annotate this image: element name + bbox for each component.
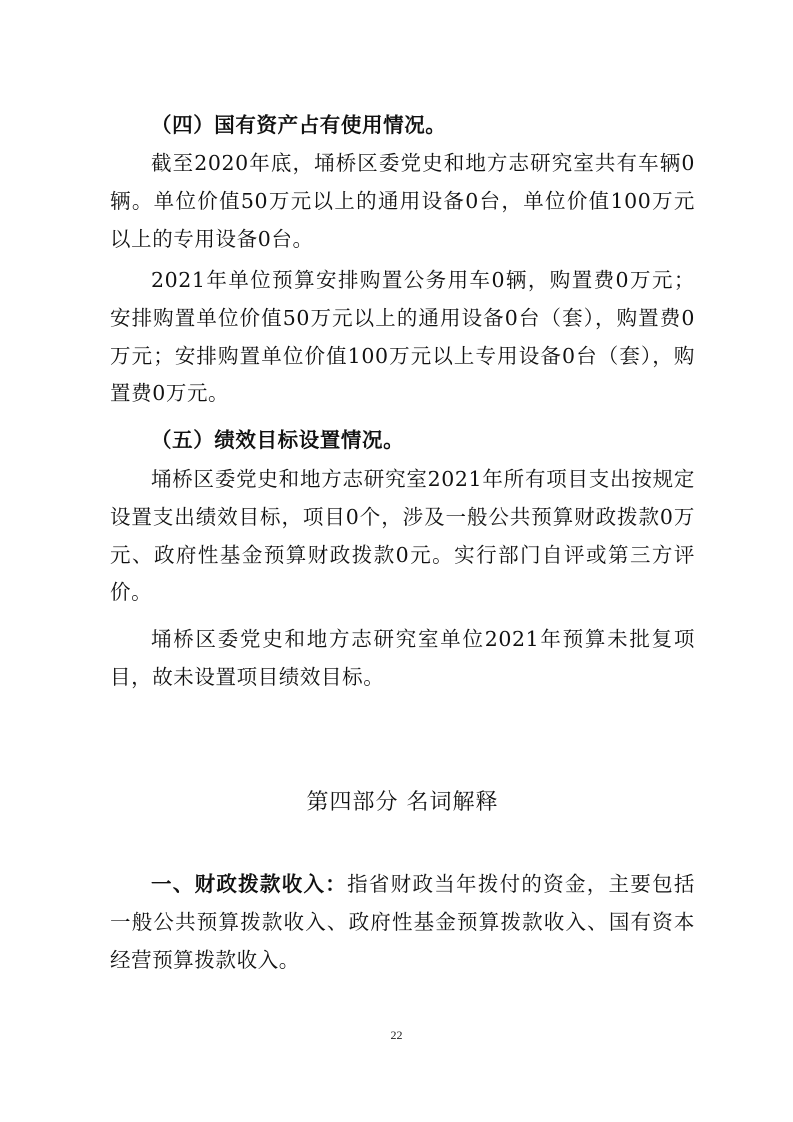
section-4-paragraph-1: 截至2020年底，埇桥区委党史和地方志研究室共有车辆0辆。单位价值50万元以上的通用设备0台，单位价值100万元以上的专用设备0台。 [110, 151, 695, 251]
section-5-heading: （五）绩效目标设置情况。 [151, 428, 405, 452]
section-5-paragraph-2: 埇桥区委党史和地方志研究室单位2021年预算未批复项目，故未设置项目绩效目标。 [110, 627, 695, 689]
section-4-heading: （四）国有资产占有使用情况。 [151, 113, 447, 137]
section-4-paragraph-2: 2021年单位预算安排购置公务用车0辆，购置费0万元；安排购置单位价值50万元以上的通用设备0台（套），购置费0万元；安排购置单位价值100万元以上专用设备0台（套），购置费0万元。 [110, 268, 695, 406]
page-number: 22 [390, 1028, 403, 1042]
section-5-paragraph-1: 埇桥区委党史和地方志研究室2021年所有项目支出按规定设置支出绩效目标，项目0个，涉及一般公共预算财政拨款0万元、政府性基金预算财政拨款0元。实行部门自评或第三方评价。 [110, 467, 695, 605]
part-4-title: 第四部分 名词解释 [306, 790, 499, 815]
definition-item-1 [110, 866, 695, 979]
definition-text: 指省财政当年拨付的资金，主要包括一般公共预算拨款收入、政府性基金预算拨款收入、国有资本经营预算拨款收入。 [110, 872, 695, 972]
definition-term: 一、财政拨款收入： [151, 872, 348, 896]
